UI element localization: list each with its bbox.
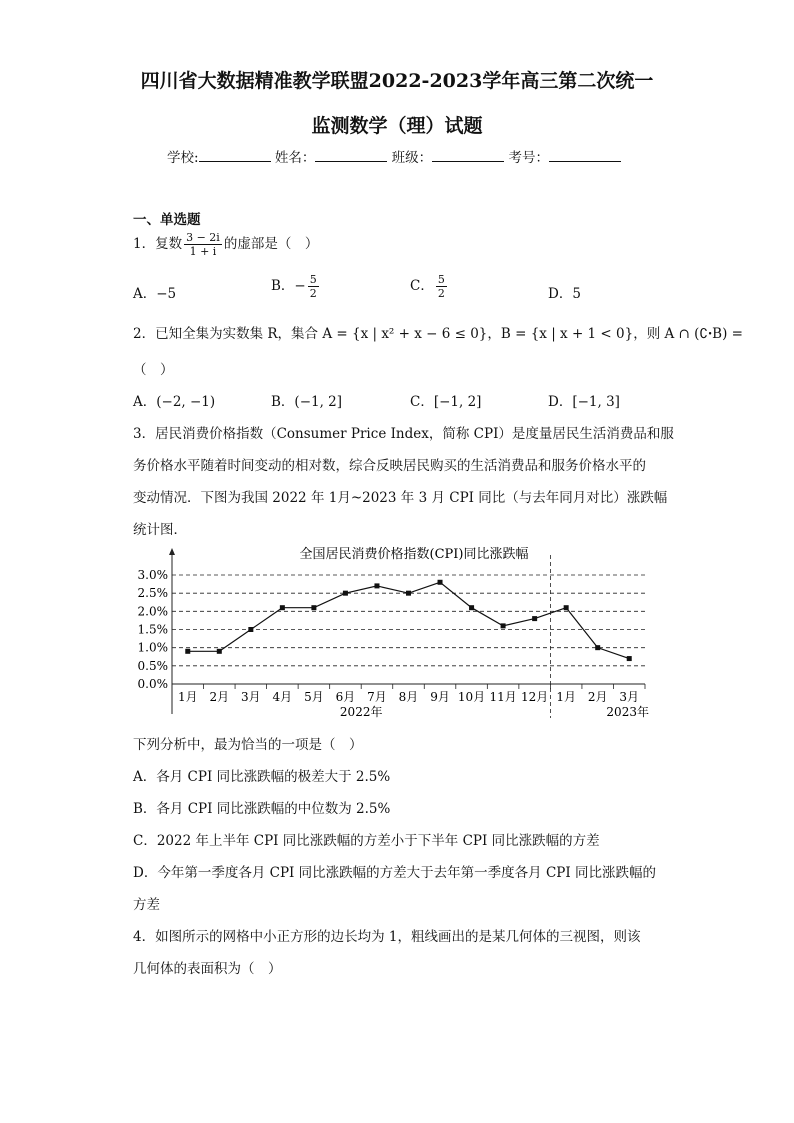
year-label: 2023年	[606, 705, 649, 719]
data-point	[406, 591, 411, 596]
data-point	[564, 605, 569, 610]
data-point	[217, 649, 222, 654]
x-tick-label: 4月	[272, 690, 293, 704]
y-axis-arrow	[169, 548, 175, 555]
q2-paren: （ ）	[133, 362, 174, 378]
page-title: 四川省大数据精准教学联盟2022-2023学年高三第二次统一	[140, 70, 654, 92]
q2-option-a[interactable]: A．(−2, −1)	[133, 394, 216, 410]
data-point	[248, 627, 253, 632]
data-point	[311, 605, 316, 610]
class-label: 班级：	[391, 150, 433, 166]
name-label: 姓名：	[274, 150, 316, 166]
y-tick-label: 1.5%	[137, 622, 168, 637]
x-tick-label: 9月	[430, 690, 450, 704]
x-tick-label: 3月	[619, 690, 640, 704]
question-2: 2．已知全集为实数集 R，集合 A = {x | x² + x − 6 ≤ 0}，B = {x | x + 1 < 0}，则 A ∩ (∁ꞏB) =	[133, 326, 743, 342]
exam-number-label: 考号：	[508, 150, 549, 166]
section-heading: 一、单选题	[133, 212, 201, 228]
data-point	[438, 580, 443, 585]
data-point	[627, 656, 632, 661]
q4-line-1: 4．如图所示的网格中小正方形的边长均为 1，粗线画出的是某几何体的三视图，则该	[133, 929, 641, 945]
exam-number-blank[interactable]	[549, 149, 621, 162]
y-tick-label: 2.5%	[137, 586, 168, 601]
q1-fraction	[184, 231, 222, 258]
x-tick-label: 6月	[335, 690, 356, 704]
q3-line-2: 务价格水平随着时间变动的相对数，综合反映居民购买的生活消费品和服务价格水平的	[133, 458, 646, 474]
q3-line-1: 3．居民消费价格指数（Consumer Price Index，简称 CPI）是度量居民生活消费品和服	[133, 426, 674, 442]
y-tick-label: 3.0%	[137, 568, 168, 582]
q3-option-c[interactable]: C．2022 年上半年 CPI 同比涨跌幅的方差小于下半年 CPI 同比涨跌幅的方差	[133, 833, 600, 849]
y-tick-label: 0.5%	[137, 658, 168, 673]
q2-option-b[interactable]: B．(−1, 2]	[271, 394, 343, 410]
x-tick-label: 10月	[457, 690, 486, 704]
q1-numerator: 3 − 2i	[186, 231, 220, 244]
q2-option-d[interactable]: D．[−1, 3]	[548, 394, 620, 410]
x-tick-label: 2月	[587, 690, 608, 704]
x-tick-label: 2月	[209, 690, 230, 704]
q1-option-a[interactable]: A．−5	[133, 286, 177, 302]
q3-line-4: 统计图．	[133, 522, 187, 538]
x-tick-label: 8月	[398, 690, 419, 704]
info-fields	[167, 146, 621, 166]
year-label: 2022年	[339, 705, 383, 719]
x-tick-label: 3月	[241, 690, 261, 704]
data-point	[532, 616, 537, 621]
data-point	[343, 591, 348, 596]
data-point	[280, 605, 285, 610]
page-subtitle: 监测数学（理）试题	[311, 115, 483, 137]
q1-denominator: 1 + i	[189, 245, 217, 258]
y-tick-label: 2.0%	[137, 604, 168, 619]
cpi-chart	[130, 540, 660, 725]
q3-prompt: 下列分析中，最为恰当的一项是（ ）	[133, 737, 363, 753]
q1-option-c[interactable]: C． $\frac{5}{2}$	[410, 273, 445, 300]
x-tick-label: 1月	[177, 690, 198, 704]
school-label: 学校:	[167, 150, 199, 166]
data-point	[595, 645, 600, 650]
q3-line-3: 变动情况．下图为我国 2022 年 1月~2023 年 3 月 CPI 同比（与去年同月对比）涨跌幅	[133, 490, 668, 506]
x-tick-label: 12月	[520, 690, 549, 704]
q1-prefix: 1．复数	[133, 236, 183, 252]
q1-suffix: 的虚部是（ ）	[223, 236, 319, 252]
x-tick-label: 11月	[489, 690, 517, 704]
q3-option-d-cont: 方差	[133, 897, 160, 913]
data-point	[469, 605, 474, 610]
name-blank[interactable]	[315, 149, 387, 162]
chart-title: 全国居民消费价格指数(CPI)同比涨跌幅	[299, 547, 529, 562]
q3-option-d[interactable]: D．今年第一季度各月 CPI 同比涨跌幅的方差大于去年第一季度各月 CPI 同比涨跌幅的	[133, 865, 656, 881]
school-blank[interactable]	[199, 149, 271, 162]
x-tick-label: 1月	[556, 690, 576, 704]
y-tick-label: 0.0%	[137, 677, 168, 691]
question-1	[133, 231, 318, 258]
x-tick-label: 7月	[367, 690, 387, 704]
q1-option-d[interactable]: D．5	[548, 286, 581, 302]
data-point	[185, 649, 190, 654]
class-blank[interactable]	[432, 149, 504, 162]
q3-option-a[interactable]: A．各月 CPI 同比涨跌幅的极差大于 2.5%	[133, 769, 391, 785]
y-tick-label: 1.0%	[137, 640, 168, 655]
x-tick-label: 5月	[304, 690, 324, 704]
data-point	[374, 583, 379, 588]
data-point	[501, 623, 506, 628]
q4-line-2: 几何体的表面积为（ ）	[133, 961, 282, 977]
q2-option-c[interactable]: C．[−1, 2]	[410, 394, 482, 410]
q1-option-b[interactable]: B．− $\frac{5}{2}$	[271, 273, 317, 300]
q3-option-b[interactable]: B．各月 CPI 同比涨跌幅的中位数为 2.5%	[133, 801, 391, 817]
